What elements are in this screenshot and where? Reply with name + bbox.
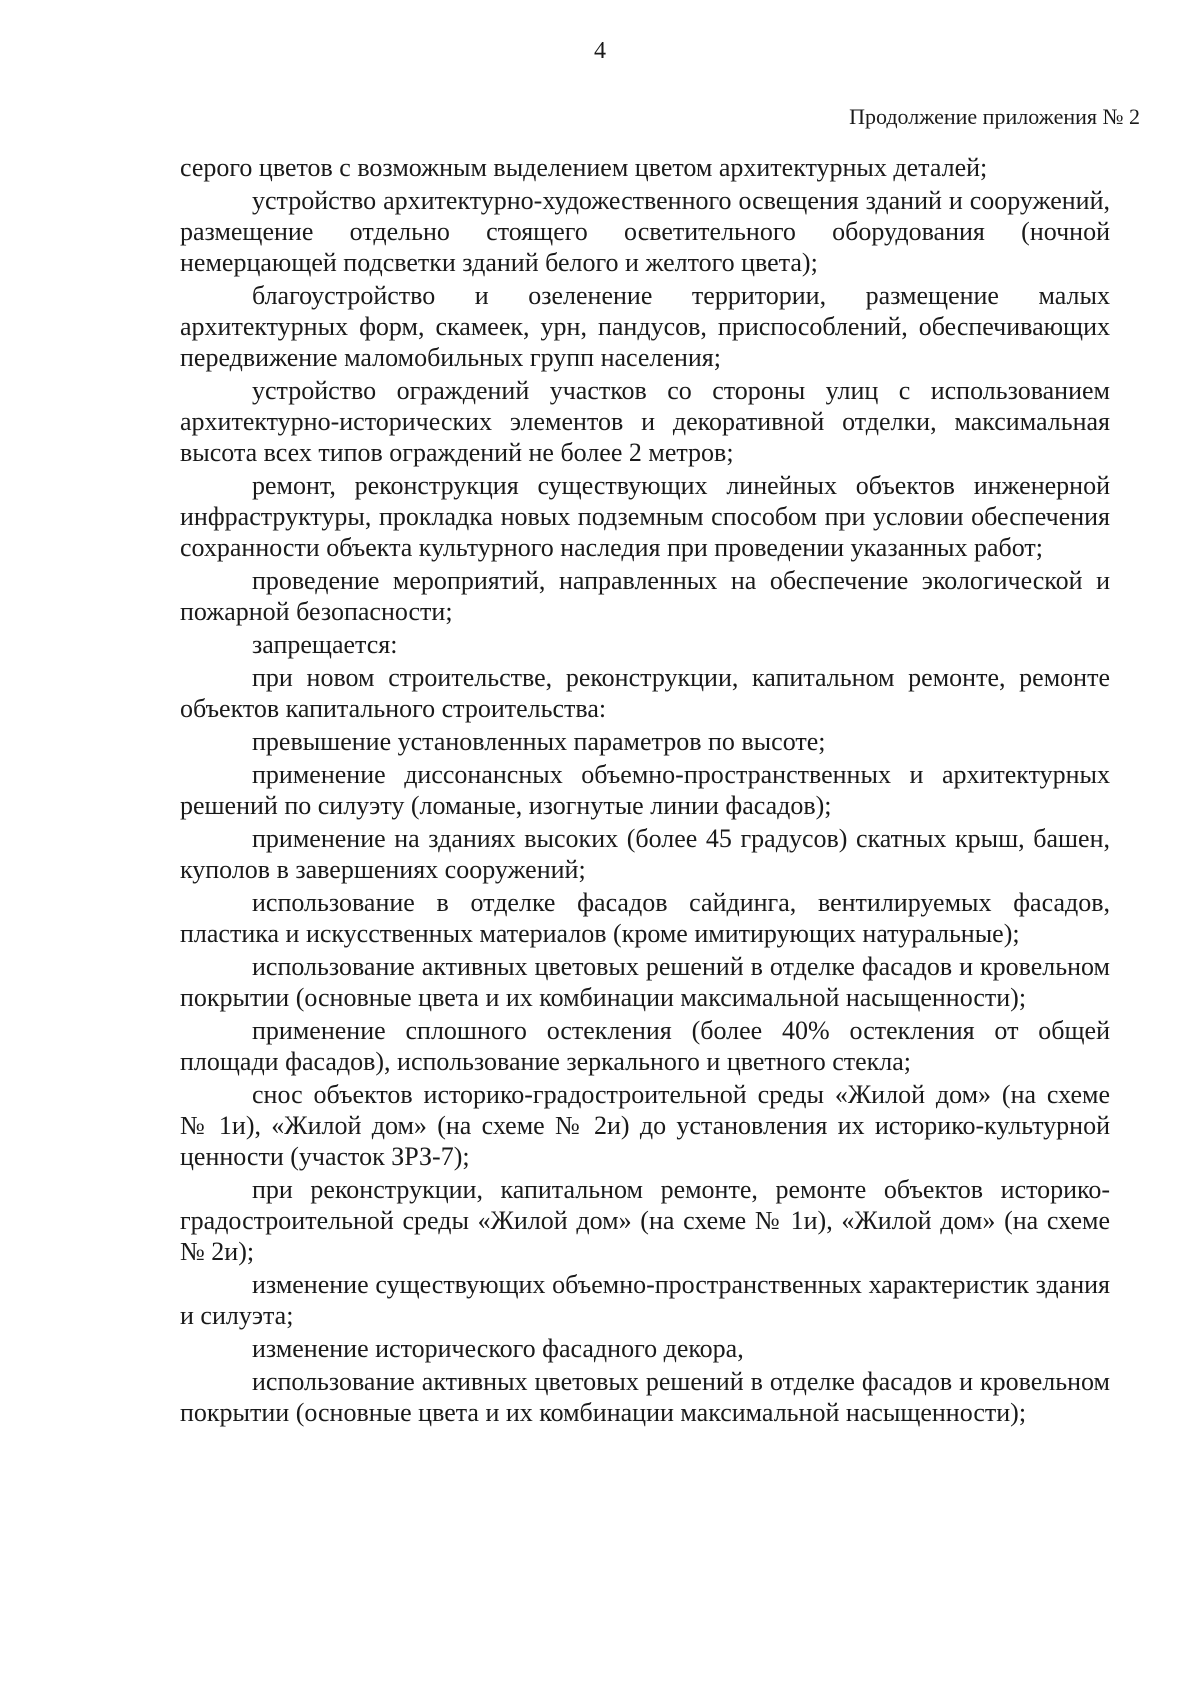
paragraph: при реконструкции, капитальном ремонте, ремонте объектов историко-градостроительной среды «Жилой дом» (на схеме № 1и), «Жилой дом» (на схеме № 2и); bbox=[180, 1175, 1110, 1266]
paragraph: устройство архитектурно-художественного освещения зданий и сооружений, размещение отдельно стоящего осветительного оборудования (ночной немерцающей подсветки зданий белого и желтого цвета); bbox=[180, 186, 1110, 277]
paragraph: использование активных цветовых решений в отделке фасадов и кровельном покрытии (основные цвета и их комбинации максимальной насыщенности); bbox=[180, 952, 1110, 1012]
document-body bbox=[180, 152, 1110, 1430]
paragraph: изменение исторического фасадного декора, bbox=[252, 1334, 744, 1363]
paragraph: устройство ограждений участков со стороны улиц с использованием архитектурно-исторических элементов и декоративной отделки, максимальная высота всех типов ограждений не более 2 метров; bbox=[180, 376, 1110, 467]
paragraph: применение диссонансных объемно-пространственных и архитектурных решений по силуэту (ломаные, изогнутые линии фасадов); bbox=[180, 760, 1110, 820]
paragraph: превышение установленных параметров по высоте; bbox=[252, 727, 826, 756]
paragraph: применение сплошного остекления (более 40% остекления от общей площади фасадов), использование зеркального и цветного стекла; bbox=[180, 1016, 1110, 1076]
continuation-header: Продолжение приложения № 2 bbox=[849, 104, 1140, 129]
paragraph: запрещается: bbox=[252, 630, 398, 659]
paragraph: применение на зданиях высоких (более 45 градусов) скатных крыш, башен, куполов в завершениях сооружений; bbox=[180, 824, 1110, 884]
page-number: 4 bbox=[594, 38, 606, 64]
paragraph: при новом строительстве, реконструкции, капитальном ремонте, ремонте объектов капитального строительства: bbox=[180, 663, 1110, 723]
paragraph: благоустройство и озеленение территории, размещение малых архитектурных форм, скамеек, урн, пандусов, приспособлений, обеспечивающих передвижение маломобильных групп населения; bbox=[180, 281, 1110, 372]
paragraph: использование активных цветовых решений в отделке фасадов и кровельном покрытии (основные цвета и их комбинации максимальной насыщенности); bbox=[180, 1367, 1110, 1427]
paragraph: серого цветов с возможным выделением цветом архитектурных деталей; bbox=[180, 153, 988, 182]
paragraph: ремонт, реконструкция существующих линейных объектов инженерной инфраструктуры, прокладка новых подземным способом при условии обеспечения сохранности объекта культурного наследия при проведении указанных работ; bbox=[180, 471, 1110, 562]
paragraph: проведение мероприятий, направленных на обеспечение экологической и пожарной безопасности; bbox=[180, 566, 1110, 626]
paragraph: изменение существующих объемно-пространственных характеристик здания и силуэта; bbox=[180, 1270, 1110, 1330]
paragraph: снос объектов историко-градостроительной среды «Жилой дом» (на схеме № 1и), «Жилой дом» (на схеме № 2и) до установления их историко-культурной ценности (участок ЗРЗ-7); bbox=[180, 1080, 1110, 1171]
paragraph: использование в отделке фасадов сайдинга, вентилируемых фасадов, пластика и искусственных материалов (кроме имитирующих натуральные); bbox=[180, 888, 1110, 948]
